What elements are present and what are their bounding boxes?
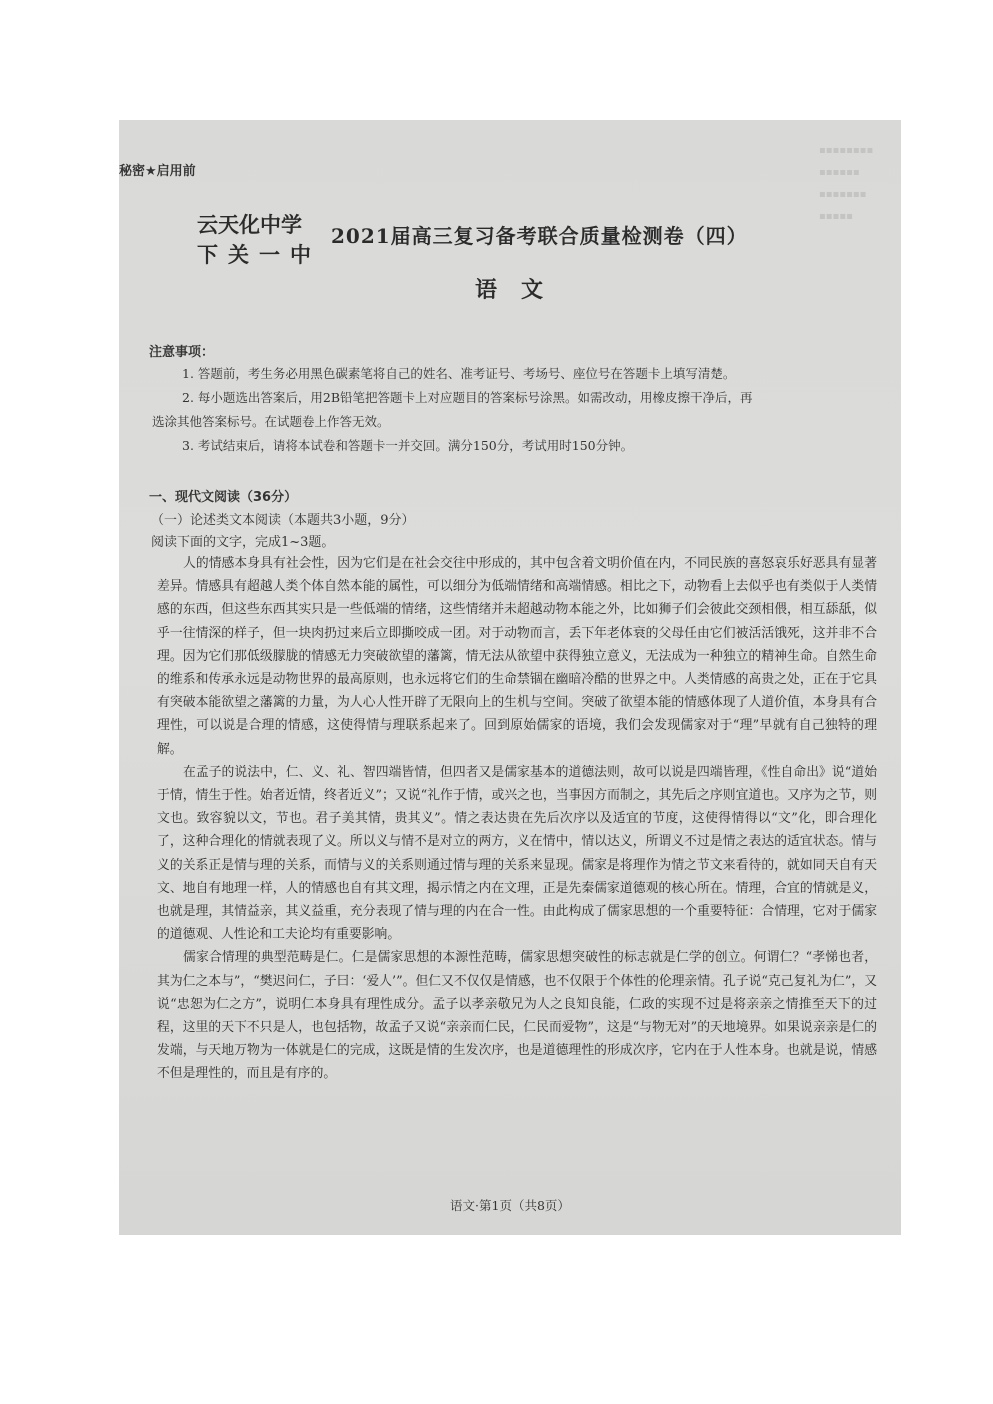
passage-paragraph-3: 儒家合情理的典型范畴是仁。仁是儒家思想的本源性范畴，儒家思想突破性的标志就是仁学的创立。何谓仁？“孝悌也者，其为仁之本与”，“樊迟问仁，子曰：‘爱人’”。但仁又不仅仅是情感，也不仅限于个体性的伦理亲情。孔子说“克己复礼为仁”，又说“忠恕为仁之方”，说明仁本身具有理性成分。孟子以孝亲敬兄为人之良知良能，仁政的实现不过是将亲亲之情推至天下的过程，这里的天下不只是人，也包括物，故孟子又说“亲亲而仁民，仁民而爱物”，这是“与物无对”的天地境界。如果说亲亲是仁的发端，与天地万物为一体就是仁的完成，这既是情的生发次序，也是道德理性的形成次序，它内在于人性本身。也就是说，情感不但是理性的，而且是有序的。 <box>157 950 877 1082</box>
school-name-2: 下关一中 <box>197 243 321 267</box>
bleed-through-text: ▪▪▪▪▪▪▪▪ ▪▪▪▪▪▪ ▪▪▪▪▪▪▪ ▪▪▪▪▪ <box>819 145 874 222</box>
school-name-1: 云天化中学 <box>197 213 302 237</box>
note-item-2: 2. 每小题选出答案后，用2B铅笔把答题卡上对应题目的答案标号涂黑。如需改动，用橡皮擦干净后，再 <box>182 390 753 405</box>
exam-title: 2021届高三复习备考联合质量检测卷（四） <box>331 224 748 248</box>
reading-passage <box>157 552 877 1086</box>
subject-title: 语文 <box>475 278 568 303</box>
passage-paragraph-1: 人的情感本身具有社会性，因为它们是在社会交往中形成的，其中包含着文明价值在内，不同民族的喜怒哀乐好恶具有显著差异。情感具有超越人类个体自然本能的属性，可以细分为低端情绪和高端情感。相比之下，动物看上去似乎也有类似于人类情感的东西，但这些东西其实只是一些低端的情绪，这些情绪并未超越动物本能之外，比如狮子们会彼此交颈相偎，相互舔舐，似乎一往情深的样子，但一块肉扔过来后立即撕咬成一团。对于动物而言，丢下年老体衰的父母任由它们被活活饿死，这并非不合理。因为它们那低级朦胧的情感无力突破欲望的藩篱，情无法从欲望中获得独立意义，无法成为一种独立的精神生命。自然生命的维系和传承永远是动物世界的最高原则，也永远将它们的生命禁锢在幽暗冷酷的世界之中。人类情感的高贵之处，正在于它具有突破本能欲望之藩篱的力量，为人心人性开辟了无限向上的生机与空间。突破了欲望本能的情感体现了人道价值，本身具有合理性，可以说是合理的情感，这使得情与理联系起来了。回到原始儒家的语境，我们会发现儒家对于“理”早就有自己独特的理解。 <box>157 556 877 757</box>
passage-paragraph-2: 在孟子的说法中，仁、义、礼、智四端皆情，但四者又是儒家基本的道德法则，故可以说是四端皆理，《性自命出》说“道始于情，情生于性。始者近情，终者近义”；又说“礼作于情，或兴之也，当事因方而制之，其先后之序则宜道也。又序为之节，则文也。致容貌以文，节也。君子美其情，贵其义”。情之表达贵在先后次序以及适宜的节度，这使得情得以“文”化，即合理化了，这种合理化的情就表现了义。所以义与情不是对立的两方，义在情中，情以达义，所谓义不过是情之表达的适宜状态。情与义的关系正是情与理的关系，而情与义的关系则通过情与理的关系来显现。儒家是将理作为情之节文来看待的，就如同天自有天文、地自有地理一样，人的情感也自有其文理，揭示情之内在文理，正是先秦儒家道德观的核心所在。情理，合宜的情就是义，也就是理，其情益亲，其义益重，充分表现了情与理的内在合一性。由此构成了儒家思想的一个重要特征：合情理，它对于儒家的道德观、人性论和工夫论均有重要影响。 <box>157 764 877 943</box>
reading-instruction: 阅读下面的文字，完成1~3题。 <box>151 535 335 550</box>
section-title: 一、现代文阅读（36分） <box>149 490 298 505</box>
note-item-3: 3. 考试结束后，请将本试卷和答题卡一并交回。满分150分，考试用时150分钟。 <box>182 438 634 453</box>
note-item-1: 1. 答题前，考生务必用黑色碳素笔将自己的姓名、准考证号、考场号、座位号在答题卡上填写清楚。 <box>182 366 736 381</box>
notes-list <box>152 362 877 458</box>
school-names <box>197 210 321 270</box>
secret-mark: 秘密★启用前 <box>119 164 196 179</box>
note-item-2-continued: 选涂其他答案标号。在试题卷上作答无效。 <box>152 414 390 429</box>
page-footer: 语文·第1页（共8页） <box>450 1198 570 1213</box>
exam-paper-photo <box>119 120 901 1235</box>
notes-heading: 注意事项： <box>149 345 215 360</box>
subsection-title: （一）论述类文本阅读（本题共3小题，9分） <box>151 513 415 528</box>
